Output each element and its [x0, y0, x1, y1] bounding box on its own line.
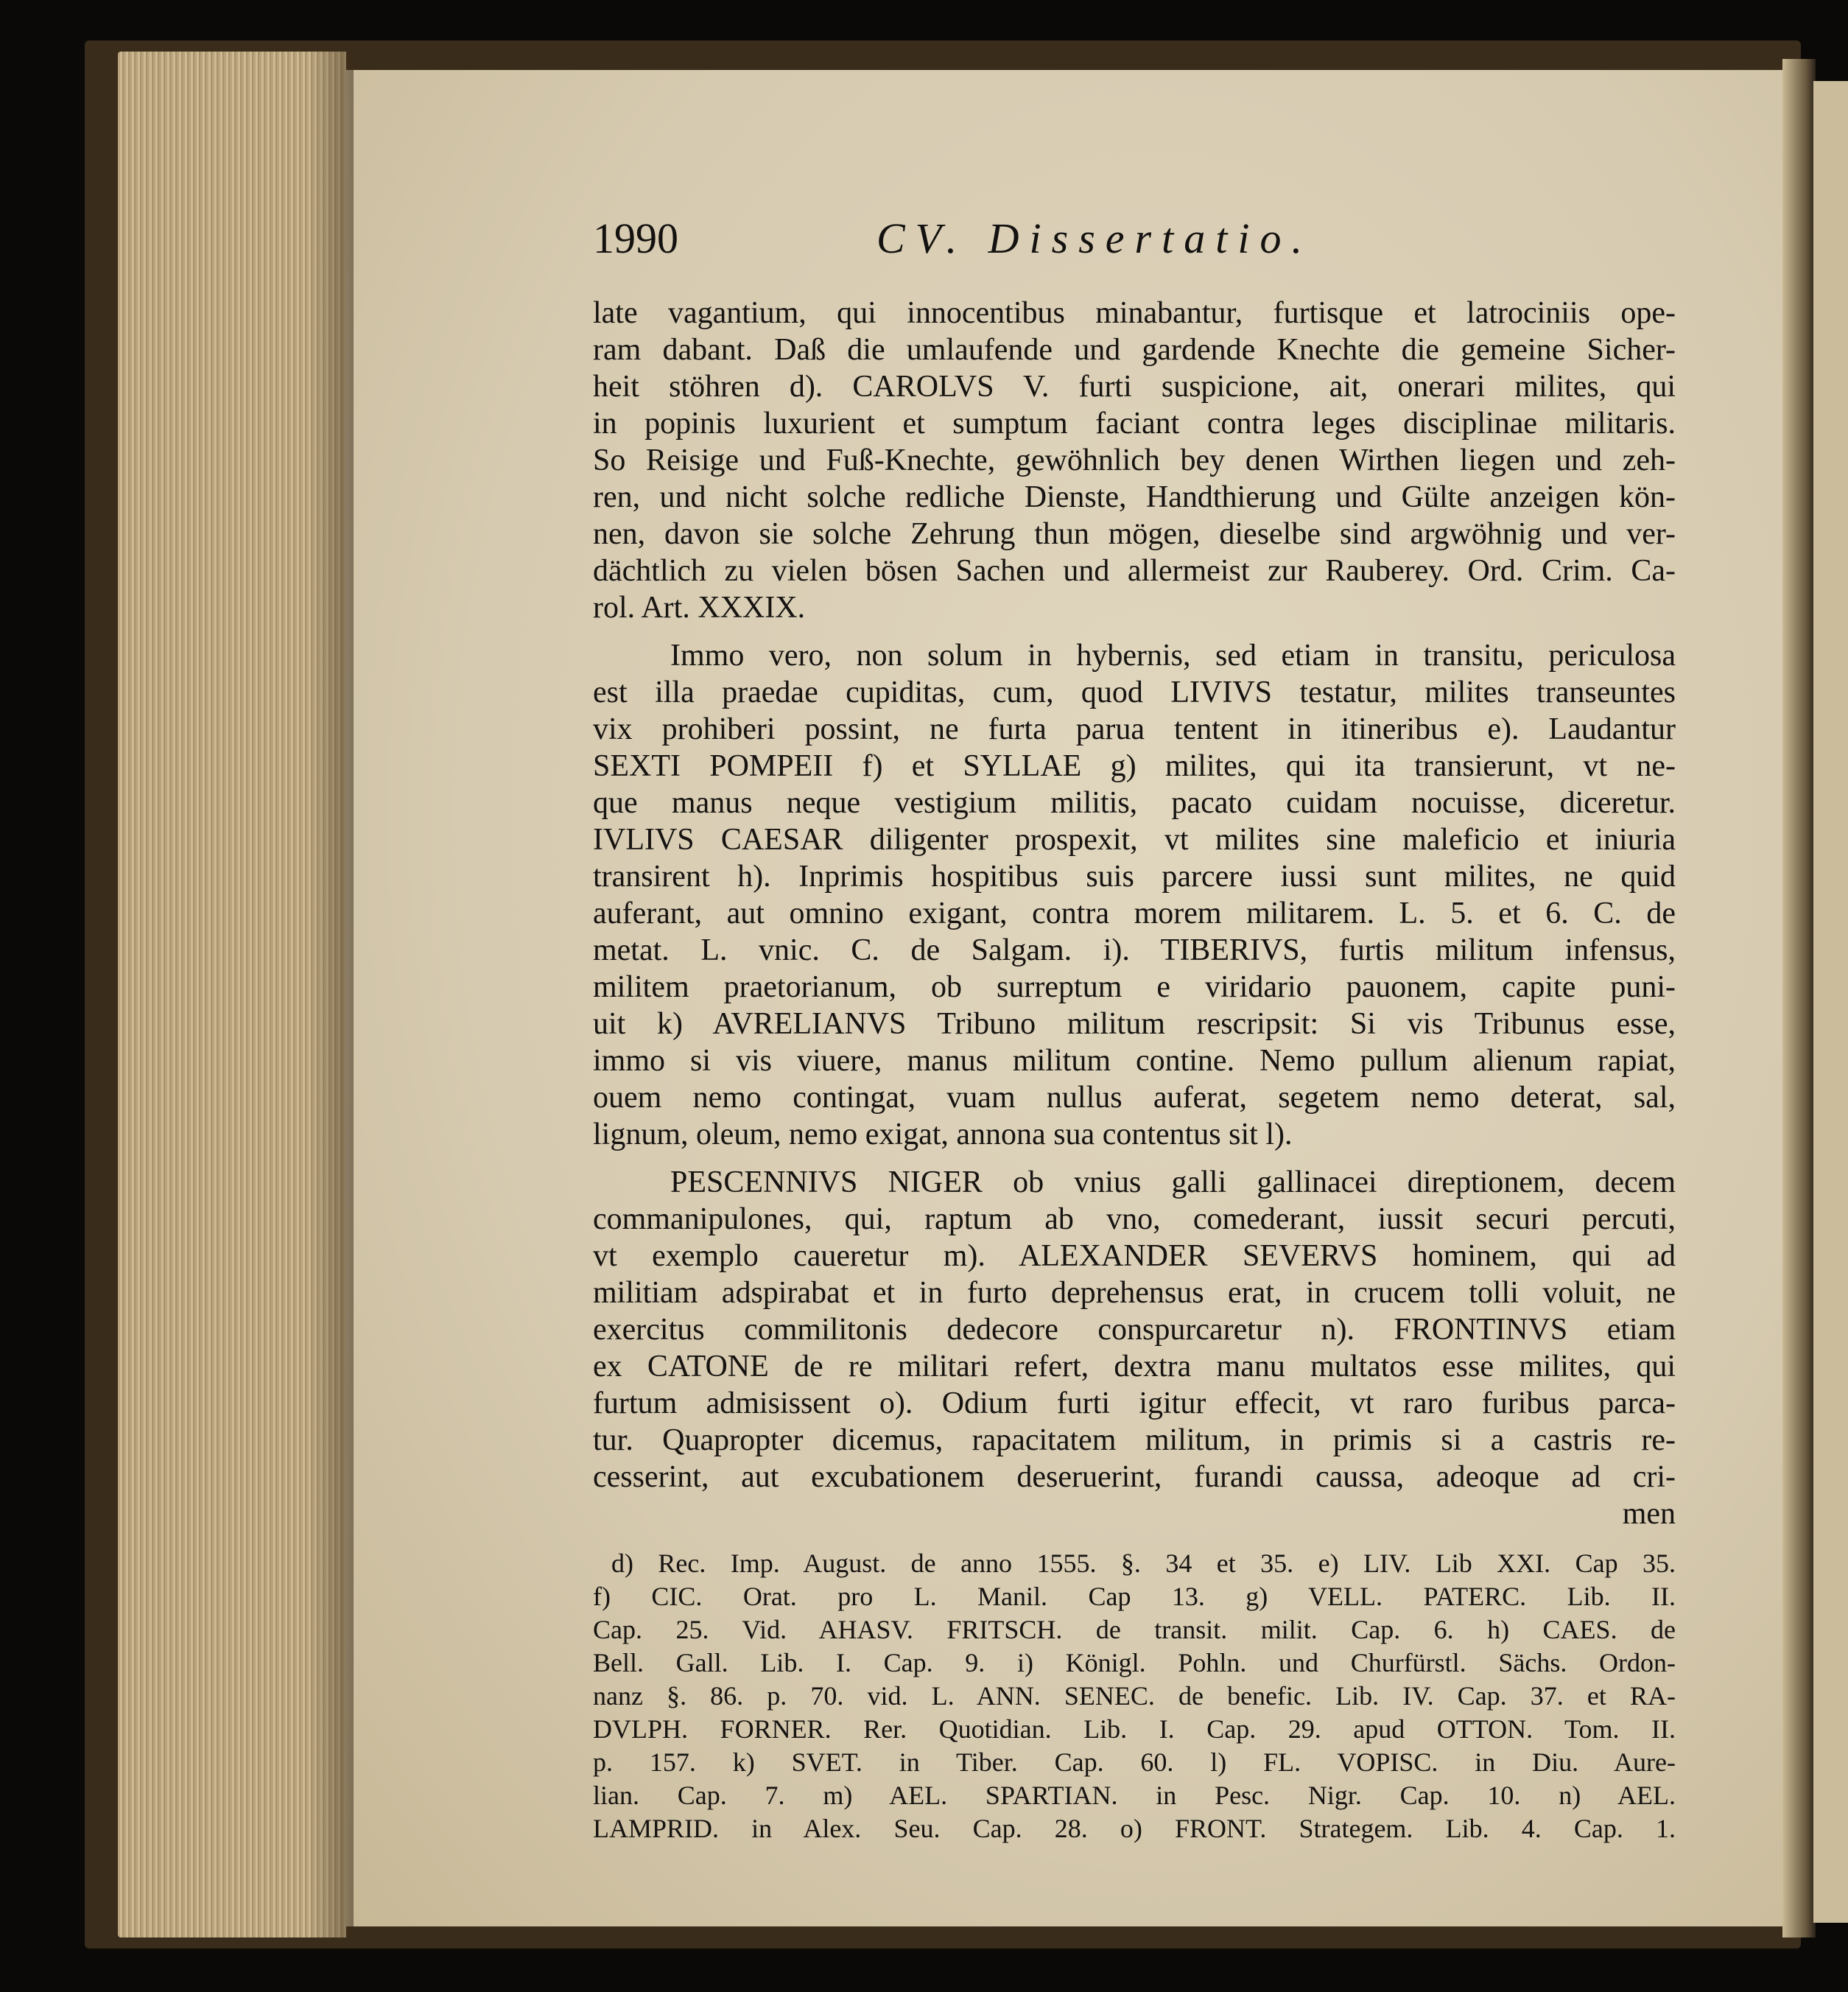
body-line: est illa praedae cupiditas, cum, quod LIVIVS testatur, milites transeuntes — [593, 676, 1676, 709]
body-line: cesserint, aut excubationem deseruerint, furandi caussa, adeoque ad cri- — [593, 1460, 1676, 1494]
body-line: ouem nemo contingat, vuam nullus auferat, segetem nemo deterat, sal, — [593, 1081, 1676, 1115]
body-line: que manus neque vestigium militis, pacato cuidam nocuisse, diceretur. — [593, 786, 1676, 820]
body-line: exercitus commilitonis dedecore conspurcaretur n). FRONTINVS etiam — [593, 1313, 1676, 1347]
facing-page-edge — [1813, 81, 1848, 1923]
footnote-line: p. 157. k) SVET. in Tiber. Cap. 60. l) FL. VOPISC. in Diu. Aure- — [593, 1747, 1676, 1777]
body-line: IVLIVS CAESAR diligenter prospexit, vt milites sine maleficio et iniuria — [593, 823, 1676, 857]
footnote-line: DVLPH. FORNER. Rer. Quotidian. Lib. I. Cap. 29. apud OTTON. Tom. II. — [593, 1714, 1676, 1744]
footnote-line: d) Rec. Imp. August. de anno 1555. §. 34 et 35. e) LIV. Lib XXI. Cap 35. — [611, 1549, 1676, 1578]
body-line: Immo vero, non solum in hybernis, sed etiam in transitu, periculosa — [670, 639, 1676, 673]
body-line: ren, und nicht solche redliche Dienste, Handthierung und Gülte anzeigen kön- — [593, 480, 1676, 514]
book-gutter — [1782, 59, 1816, 1937]
body-line: SEXTI POMPEII f) et SYLLAE g) milites, qui ita transierunt, vt ne- — [593, 749, 1676, 783]
body-line: furtum admisissent o). Odium furti igitur effecit, vt raro furibus parca- — [593, 1386, 1676, 1420]
body-line: ex CATONE de re militari refert, dextra manu multatos esse milites, qui — [593, 1350, 1676, 1383]
page-number: 1990 — [593, 214, 678, 262]
footnote-line: lian. Cap. 7. m) AEL. SPARTIAN. in Pesc. Nigr. Cap. 10. n) AEL. — [593, 1781, 1676, 1810]
running-title: CV. Dissertatio. — [876, 214, 1313, 262]
body-line: lignum, oleum, nemo exigat, annona sua contentus sit l). — [593, 1118, 1293, 1151]
body-line: men — [1622, 1497, 1676, 1531]
body-line: commanipulones, qui, raptum ab vno, comederant, iussit securi percuti, — [593, 1202, 1676, 1236]
body-line: So Reisige und Fuß-Knechte, gewöhnlich bey denen Wirthen liegen und zeh- — [593, 443, 1676, 477]
body-line: auferant, aut omnino exigant, contra morem militarem. L. 5. et 6. C. de — [593, 897, 1676, 930]
body-line: nen, davon sie solche Zehrung thun mögen, dieselbe sind argwöhnig und ver- — [593, 517, 1676, 551]
body-line: transirent h). Inprimis hospitibus suis parcere iussi sunt milites, ne quid — [593, 860, 1676, 894]
body-line: metat. L. vnic. C. de Salgam. i). TIBERIVS, furtis militum infensus, — [593, 933, 1676, 967]
footnote-line: Cap. 25. Vid. AHASV. FRITSCH. de transit. milit. Cap. 6. h) CAES. de — [593, 1615, 1676, 1644]
body-line: militiam adspirabat et in furto deprehensus erat, in crucem tolli voluit, ne — [593, 1276, 1676, 1310]
body-line: immo si vis viuere, manus militum contine. Nemo pullum alienum rapiat, — [593, 1044, 1676, 1078]
footnote-line: nanz §. 86. p. 70. vid. L. ANN. SENEC. de benefic. Lib. IV. Cap. 37. et RA- — [593, 1681, 1676, 1711]
body-line: PESCENNIVS NIGER ob vnius galli gallinacei direptionem, decem — [670, 1165, 1676, 1199]
body-line: tur. Quapropter dicemus, rapacitatem militum, in primis si a castris re- — [593, 1423, 1676, 1457]
body-line: rol. Art. XXXIX. — [593, 591, 806, 625]
body-line: ram dabant. Daß die umlaufende und gardende Knechte die gemeine Sicher- — [593, 333, 1676, 367]
page-edge-shadow — [309, 52, 354, 1937]
body-line: uit k) AVRELIANVS Tribuno militum rescripsit: Si vis Tribunus esse, — [593, 1007, 1676, 1041]
body-line: late vagantium, qui innocentibus minabantur, furtisque et latrociniis ope- — [593, 296, 1676, 330]
body-line: militem praetorianum, ob surreptum e viridario pauonem, capite puni- — [593, 970, 1676, 1004]
footnote-line: Bell. Gall. Lib. I. Cap. 9. i) Königl. Pohln. und Churfürstl. Sächs. Ordon- — [593, 1648, 1676, 1677]
body-line: vix prohiberi possint, ne furta parua tentent in itineribus e). Laudantur — [593, 712, 1676, 746]
body-line: dächtlich zu vielen bösen Sachen und allermeist zur Rauberey. Ord. Crim. Ca- — [593, 554, 1676, 588]
body-line: heit stöhren d). CAROLVS V. furti suspicione, ait, onerari milites, qui — [593, 370, 1676, 404]
footnote-line: f) CIC. Orat. pro L. Manil. Cap 13. g) VELL. PATERC. Lib. II. — [593, 1582, 1676, 1611]
footnote-line: LAMPRID. in Alex. Seu. Cap. 28. o) FRONT. Strategem. Lib. 4. Cap. 1. — [593, 1814, 1676, 1843]
body-line: in popinis luxurient et sumptum faciant contra leges disciplinae militaris. — [593, 407, 1676, 441]
body-line: vt exemplo caueretur m). ALEXANDER SEVERVS hominem, qui ad — [593, 1239, 1676, 1273]
